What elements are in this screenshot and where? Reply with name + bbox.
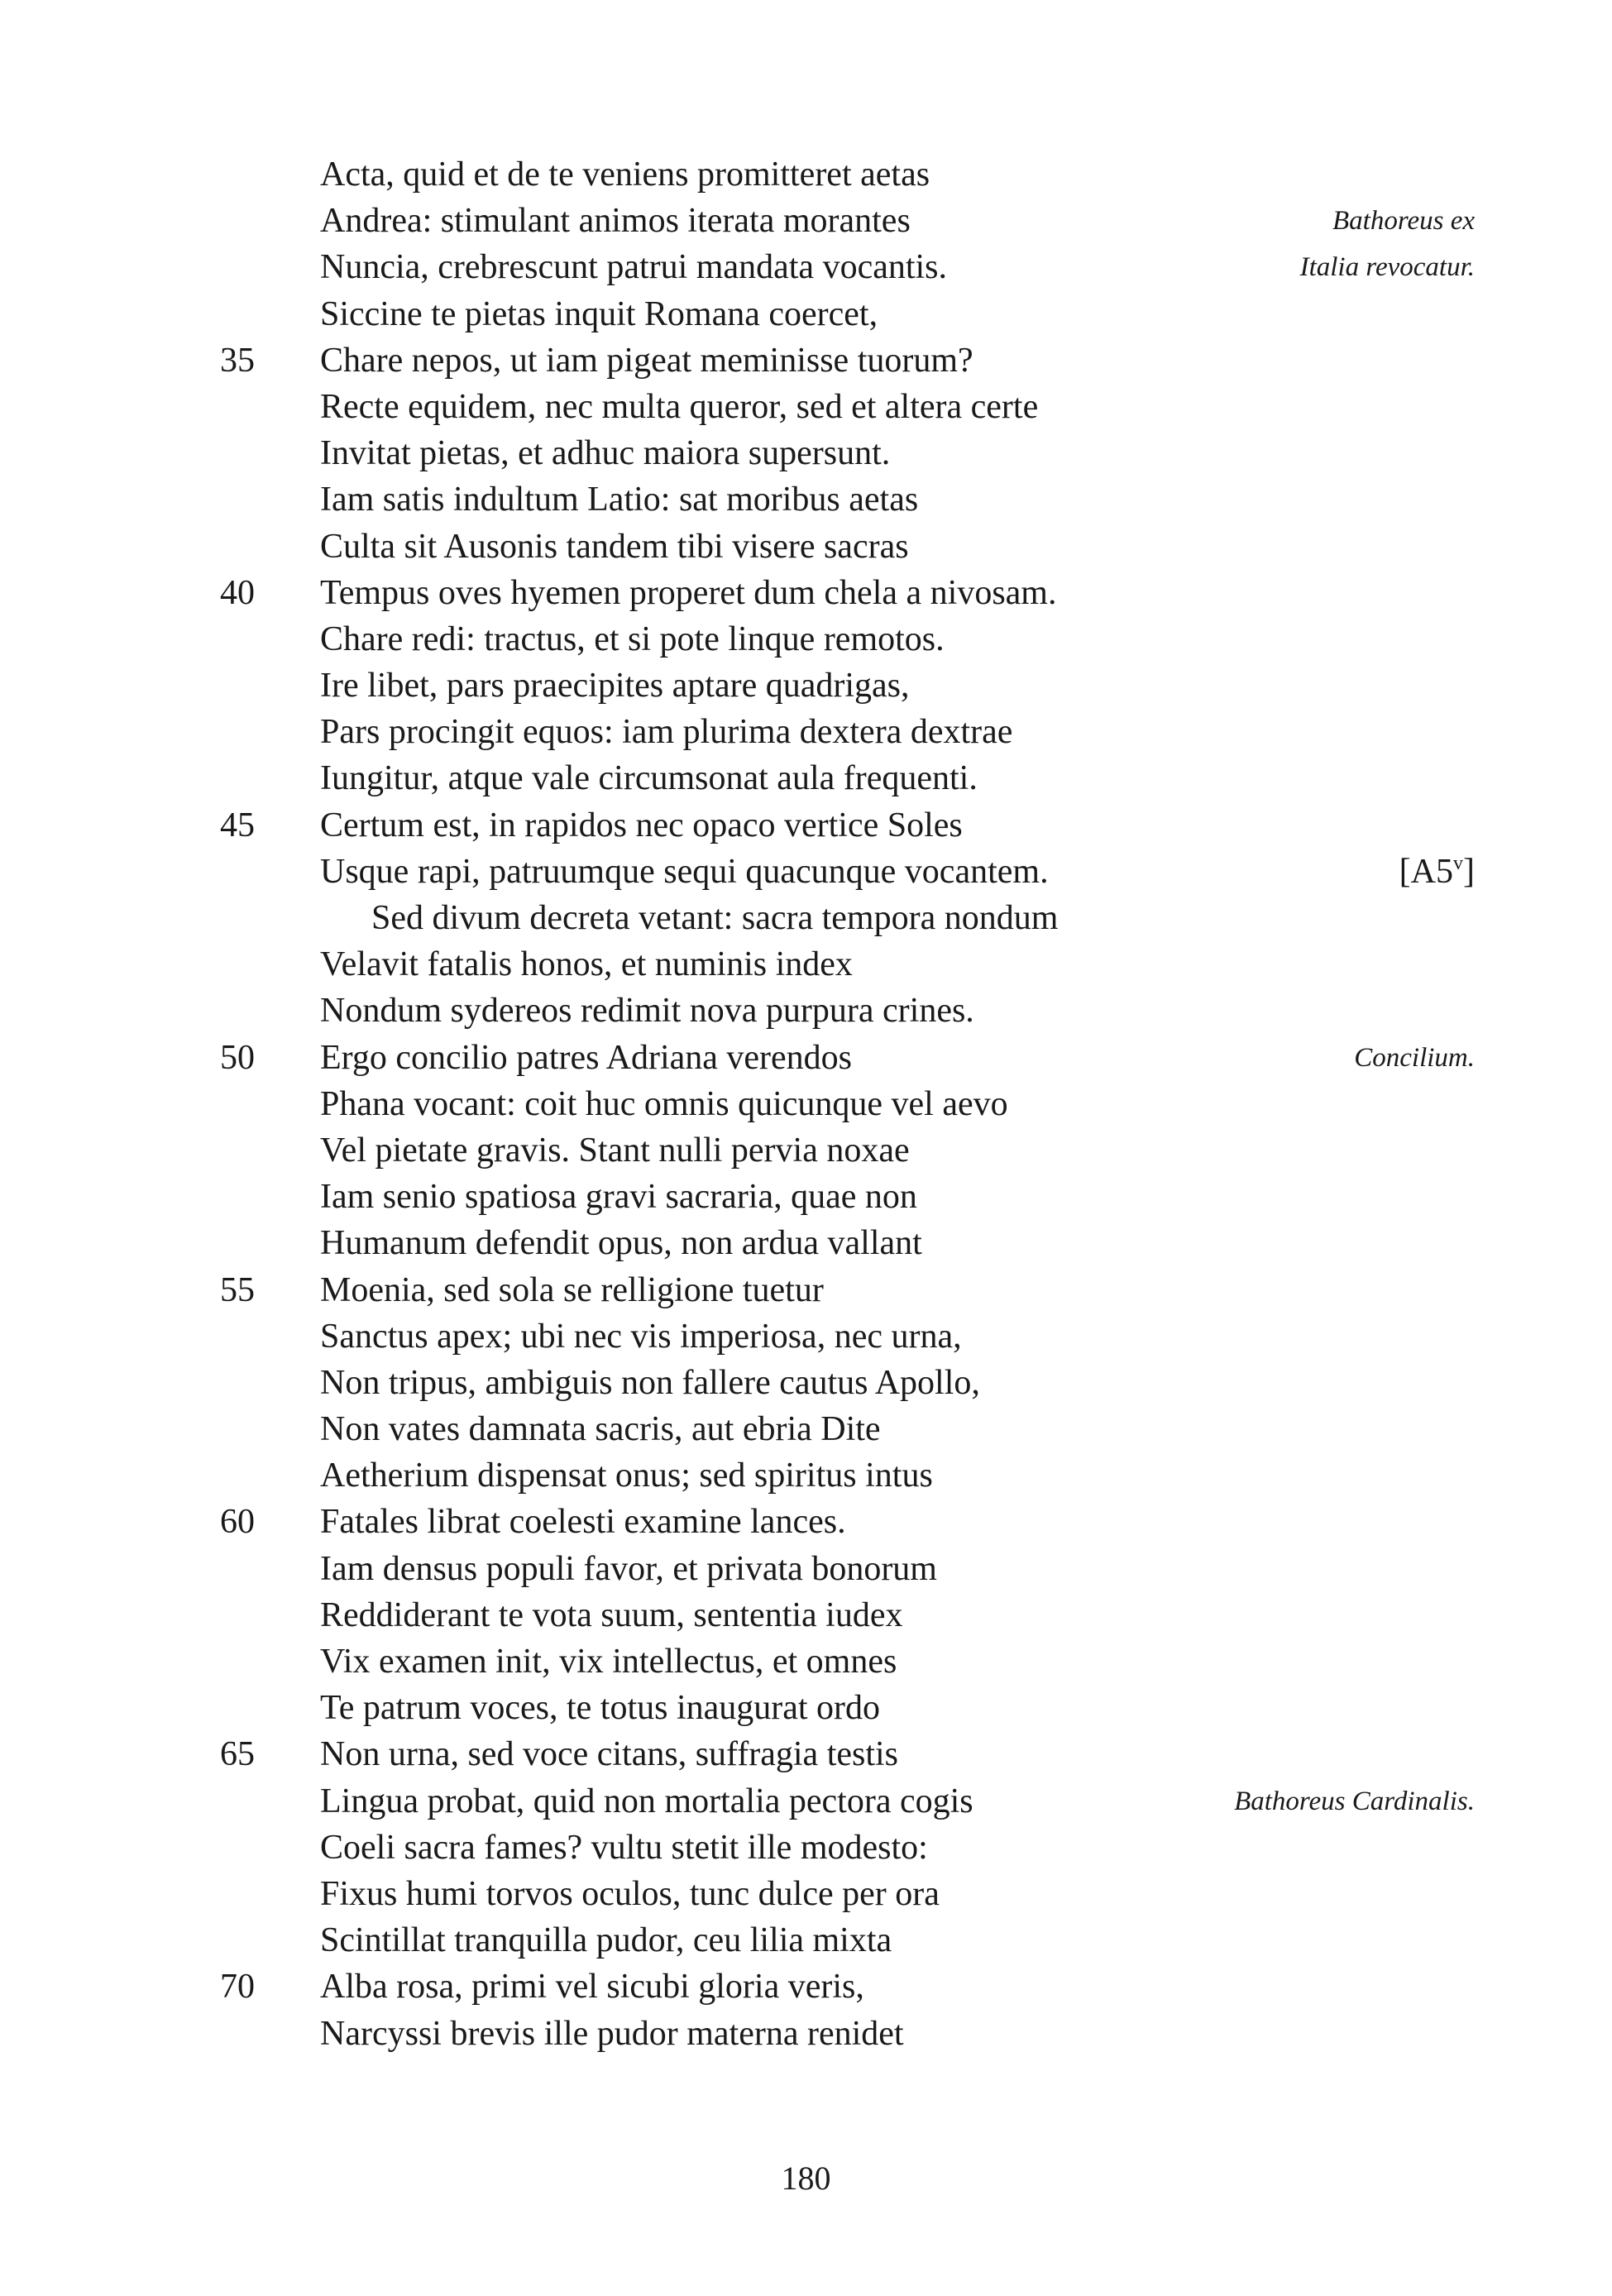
line-text: Iam senio spatiosa gravi sacraria, quae non: [320, 1178, 917, 1217]
verse-line: [0, 2011, 1612, 2057]
line-text: Nuncia, crebrescunt patrui mandata vocantis.: [320, 248, 948, 287]
line-text: Fixus humi torvos oculos, tunc dulce per ora: [320, 1874, 940, 1913]
line-text: Non vates damnata sacris, aut ebria Dite: [320, 1410, 881, 1449]
margin-note: Concilium.: [1354, 1042, 1475, 1073]
line-text: Te patrum voces, te totus inaugurat ordo: [320, 1689, 881, 1728]
line-text: Ergo concilio patres Adriana verendos: [320, 1038, 853, 1077]
verse-line: [0, 1825, 1612, 1871]
line-text: Culta sit Ausonis tandem tibi visere sacras: [320, 527, 909, 566]
line-text: Humanum defendit opus, non ardua vallant: [320, 1224, 922, 1263]
line-text: Invitat pietas, et adhuc maiora supersunt.: [320, 434, 891, 473]
margin-note: Bathoreus Cardinalis.: [1234, 1786, 1475, 1816]
line-text: Certum est, in rapidos nec opaco vertice Soles: [320, 806, 963, 844]
signature-mark: [1399, 849, 1475, 895]
line-text: Alba rosa, primi vel sicubi gloria veris,: [320, 1968, 864, 2007]
line-text: Coeli sacra fames? vultu stetit ille modesto:: [320, 1828, 928, 1867]
verse-line: [0, 616, 1612, 662]
verse-line: [0, 1174, 1612, 1220]
verse-line: [0, 337, 1612, 384]
verse-line: [0, 1452, 1612, 1499]
line-text: Iungitur, atque vale circumsonat aula frequenti.: [320, 759, 978, 798]
verse-line: [0, 151, 1612, 198]
line-number: 40: [220, 573, 255, 612]
line-text: Chare nepos, ut iam pigeat meminisse tuorum?: [320, 341, 973, 380]
verse-line: [0, 1546, 1612, 1592]
verse-line: [0, 1267, 1612, 1313]
line-number: 50: [220, 1038, 255, 1077]
page-number: 180: [781, 2160, 831, 2197]
line-text: Recte equidem, nec multa queror, sed et altera certe: [320, 387, 1039, 426]
verse-line: [0, 570, 1612, 616]
line-text: Tempus oves hyemen properet dum chela a nivosam.: [320, 573, 1057, 612]
verse-line: [0, 1638, 1612, 1685]
line-text: Moenia, sed sola se relligione tuetur: [320, 1270, 824, 1309]
line-text: Andrea: stimulant animos iterata morantes: [320, 202, 911, 241]
verse-line: [0, 1592, 1612, 1638]
verse-line: [0, 1035, 1612, 1081]
verse-line: [0, 988, 1612, 1034]
verse-block: [0, 151, 1612, 2057]
verse-line: [0, 662, 1612, 709]
line-text: Narcyssi brevis ille pudor materna renidet: [320, 2014, 904, 2053]
verse-line: [0, 244, 1612, 290]
line-text: Fatales librat coelesti examine lances.: [320, 1503, 846, 1542]
line-number: 55: [220, 1270, 255, 1309]
verse-line: [0, 1964, 1612, 2010]
line-text: Acta, quid et de te veniens promitteret aetas: [320, 155, 930, 194]
line-text: Siccine te pietas inquit Romana coercet,: [320, 294, 878, 333]
verse-line: [0, 1499, 1612, 1545]
verse-line: [0, 1731, 1612, 1777]
verse-line: [0, 1360, 1612, 1406]
line-number: 70: [220, 1968, 255, 2007]
signature-close: ]: [1463, 852, 1475, 891]
verse-line: [0, 430, 1612, 476]
line-text: Non urna, sed voce citans, suffragia testis: [320, 1735, 899, 1774]
line-text: Aetherium dispensat onus; sed spiritus intus: [320, 1457, 933, 1495]
verse-line: [0, 198, 1612, 244]
line-text: Pars procingit equos: iam plurima dextera dextrae: [320, 713, 1013, 752]
verse-line: [0, 1778, 1612, 1825]
line-text: Nondum sydereos redimit nova purpura crines.: [320, 992, 974, 1031]
line-text: Non tripus, ambiguis non fallere cautus Apollo,: [320, 1363, 980, 1402]
verse-line: [0, 384, 1612, 430]
verse-line: [0, 1406, 1612, 1452]
line-text: Sed divum decreta vetant: sacra tempora nondum: [371, 899, 1059, 937]
line-number: 60: [220, 1503, 255, 1542]
line-number: 35: [220, 341, 255, 380]
line-text: Velavit fatalis honos, et numinis index: [320, 945, 853, 984]
verse-line: [0, 476, 1612, 523]
signature-open: [A5: [1399, 852, 1453, 891]
margin-note: Bathoreus ex: [1332, 206, 1475, 237]
line-number: 65: [220, 1735, 255, 1774]
verse-line: [0, 1917, 1612, 1964]
verse-line: [0, 1127, 1612, 1174]
verse-line: [0, 291, 1612, 337]
verse-line: [0, 1313, 1612, 1360]
verse-line: [0, 1871, 1612, 1917]
verse-line: [0, 802, 1612, 849]
signature-superscript: v: [1453, 852, 1463, 874]
line-text: Chare redi: tractus, et si pote linque remotos.: [320, 619, 945, 658]
verse-line: [0, 1220, 1612, 1266]
verse-line: [0, 1081, 1612, 1127]
line-text: Vix examen init, vix intellectus, et omnes: [320, 1643, 897, 1681]
line-text: Reddiderant te vota suum, sententia iudex: [320, 1595, 903, 1634]
verse-line: [0, 709, 1612, 755]
verse-line: [0, 524, 1612, 570]
line-text: Iam satis indultum Latio: sat moribus aetas: [320, 481, 919, 519]
line-text: Vel pietate gravis. Stant nulli pervia noxae: [320, 1131, 910, 1170]
line-text: Ire libet, pars praecipites aptare quadrigas,: [320, 667, 910, 706]
verse-line: [0, 895, 1612, 941]
verse-line: [0, 941, 1612, 988]
line-text: Usque rapi, patruumque sequi quacunque vocantem.: [320, 852, 1049, 891]
line-text: Scintillat tranquilla pudor, ceu lilia mixta: [320, 1921, 892, 1960]
verse-line: [0, 755, 1612, 801]
line-text: Sanctus apex; ubi nec vis imperiosa, nec urna,: [320, 1317, 962, 1356]
line-number: 45: [220, 806, 255, 844]
margin-note: Italia revocatur.: [1299, 252, 1475, 283]
line-text: Iam densus populi favor, et privata bonorum: [320, 1549, 937, 1588]
verse-line: [0, 1685, 1612, 1731]
line-text: Lingua probat, quid non mortalia pectora cogis: [320, 1782, 973, 1820]
line-text: Phana vocant: coit huc omnis quicunque vel aevo: [320, 1084, 1008, 1123]
verse-line: [0, 849, 1612, 895]
